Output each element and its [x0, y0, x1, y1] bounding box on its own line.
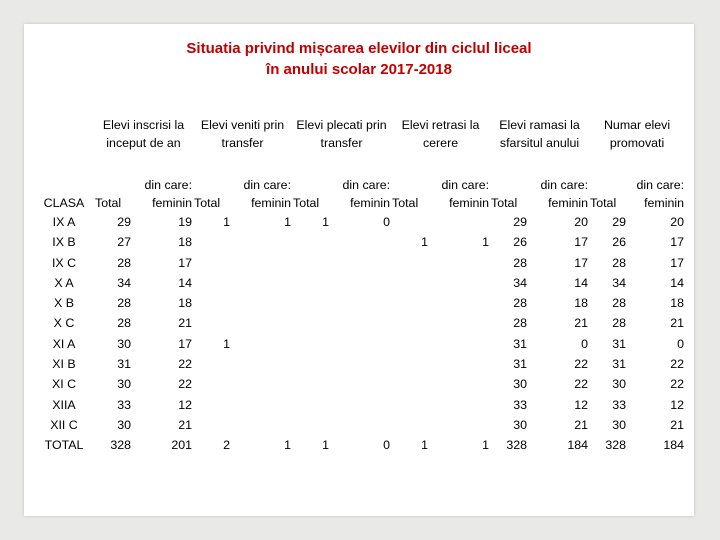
title-line-2: în anului scolar 2017-2018	[266, 61, 452, 78]
value-cell	[330, 415, 391, 435]
corner-cell	[34, 96, 94, 172]
value-cell: 29	[612, 215, 627, 229]
value-cell: 14	[574, 275, 589, 290]
value-cell	[193, 232, 231, 252]
value-cell	[429, 293, 490, 313]
table-body	[34, 96, 685, 456]
value-cell: 1	[421, 235, 429, 250]
value-cell: 0	[383, 438, 391, 453]
value-cell: 0	[383, 215, 391, 229]
value-cell: 31	[612, 336, 627, 351]
value-cell	[330, 354, 391, 374]
value-cell: 12	[178, 397, 193, 412]
value-cell	[391, 415, 429, 435]
value-cell: 17	[178, 255, 193, 270]
value-cell: 0	[581, 336, 589, 351]
value-cell: 30	[117, 417, 131, 432]
value-cell: 28	[513, 316, 528, 331]
group-header-enrolled: Elevi inscrisi la inceput de an	[102, 118, 185, 150]
value-cell	[391, 354, 429, 374]
value-cell: 30	[117, 377, 131, 392]
student-movement-table	[34, 96, 685, 456]
value-cell	[429, 395, 490, 415]
class-cell: IX C	[51, 255, 77, 270]
value-cell	[193, 395, 231, 415]
value-cell: 33	[612, 397, 627, 412]
value-cell: 28	[117, 255, 131, 270]
value-cell: 1	[421, 438, 429, 453]
value-cell: 12	[670, 397, 685, 412]
value-cell	[429, 354, 490, 374]
table-row	[34, 435, 685, 455]
value-cell: 28	[513, 255, 528, 270]
group-header-withdrawn: Elevi retrasi la cerere	[401, 118, 480, 150]
group-header-row	[34, 96, 685, 172]
table-row	[34, 354, 685, 374]
value-cell: 12	[574, 397, 589, 412]
value-cell: 22	[670, 357, 685, 372]
value-cell: 33	[117, 397, 131, 412]
value-cell	[231, 415, 292, 435]
value-cell: 21	[574, 417, 589, 432]
slide	[24, 24, 694, 516]
class-cell: IX A	[52, 215, 76, 229]
value-cell: 17	[670, 235, 685, 250]
value-cell: 14	[178, 275, 193, 290]
value-cell: 28	[612, 296, 627, 311]
value-cell: 34	[612, 275, 627, 290]
value-cell	[330, 253, 391, 273]
class-cell: X A	[54, 275, 74, 290]
value-cell: 29	[513, 215, 528, 229]
value-cell: 1	[284, 438, 292, 453]
value-cell	[193, 293, 231, 313]
total-header: Total	[392, 196, 419, 210]
value-cell: 18	[574, 296, 589, 311]
value-cell	[391, 313, 429, 333]
value-cell: 22	[670, 377, 685, 392]
value-cell	[231, 334, 292, 354]
value-cell: 28	[117, 296, 131, 311]
class-cell: X B	[54, 296, 74, 311]
value-cell: 328	[110, 438, 131, 453]
group-header-transfer-out: Elevi plecati prin transfer	[296, 118, 387, 150]
value-cell	[292, 293, 330, 313]
value-cell: 27	[117, 235, 131, 250]
value-cell	[292, 415, 330, 435]
value-cell	[292, 253, 330, 273]
value-cell	[231, 395, 292, 415]
value-cell	[391, 212, 429, 232]
total-header: Total	[491, 196, 518, 210]
group-header-remaining: Elevi ramasi la sfarsitul anului	[499, 118, 580, 150]
value-cell	[292, 374, 330, 394]
value-cell	[330, 334, 391, 354]
title-line-1: Situatia privind mișcarea elevilor din ciclul liceal	[186, 40, 532, 57]
value-cell	[391, 293, 429, 313]
total-header: Total	[590, 196, 617, 210]
table-row	[34, 253, 685, 273]
value-cell	[292, 232, 330, 252]
group-header-promoted: Numar elevi promovati	[603, 118, 671, 150]
value-cell: 17	[574, 235, 589, 250]
value-cell	[231, 313, 292, 333]
value-cell	[292, 313, 330, 333]
value-cell: 30	[513, 417, 528, 432]
page-title	[24, 38, 694, 80]
value-cell	[193, 374, 231, 394]
value-cell: 19	[178, 215, 193, 229]
value-cell	[231, 374, 292, 394]
group-header-transfer-in: Elevi veniti prin transfer	[200, 118, 285, 150]
value-cell: 184	[567, 438, 589, 453]
value-cell	[292, 273, 330, 293]
value-cell: 17	[178, 336, 193, 351]
table-row	[34, 313, 685, 333]
class-cell: XI A	[52, 336, 76, 351]
value-cell: 26	[612, 235, 627, 250]
value-cell	[391, 273, 429, 293]
sub-header-row	[34, 172, 685, 212]
value-cell	[429, 374, 490, 394]
class-cell: XIIA	[52, 397, 76, 412]
value-cell: 17	[670, 255, 685, 270]
value-cell: 1	[482, 438, 490, 453]
table-row	[34, 293, 685, 313]
value-cell	[429, 212, 490, 232]
value-cell: 1	[284, 215, 292, 229]
value-cell: 33	[513, 397, 528, 412]
value-cell: 31	[513, 336, 528, 351]
value-cell	[231, 293, 292, 313]
value-cell	[193, 313, 231, 333]
value-cell	[193, 273, 231, 293]
table-row	[34, 232, 685, 252]
value-cell: 1	[482, 235, 490, 250]
value-cell: 30	[612, 417, 627, 432]
value-cell: 26	[513, 235, 528, 250]
value-cell: 14	[670, 275, 685, 290]
table-row	[34, 415, 685, 435]
value-cell: 31	[612, 357, 627, 372]
value-cell: 21	[670, 417, 685, 432]
value-cell: 18	[178, 235, 193, 250]
value-cell: 201	[171, 438, 193, 453]
value-cell: 30	[612, 377, 627, 392]
value-cell	[429, 334, 490, 354]
value-cell	[391, 253, 429, 273]
total-header: Total	[194, 196, 221, 210]
value-cell: 29	[117, 215, 131, 229]
value-cell	[429, 253, 490, 273]
table-row	[34, 212, 685, 232]
class-header: CLASA	[43, 196, 85, 210]
value-cell: 21	[670, 316, 685, 331]
value-cell: 1	[223, 215, 231, 229]
value-cell: 28	[612, 255, 627, 270]
value-cell: 30	[513, 377, 528, 392]
class-cell: XI B	[52, 357, 76, 372]
value-cell	[193, 415, 231, 435]
female-header: din care: feminin	[243, 178, 292, 210]
value-cell: 21	[178, 316, 193, 331]
value-cell: 22	[178, 377, 193, 392]
class-cell: XII C	[50, 417, 78, 432]
value-cell: 21	[574, 316, 589, 331]
value-cell: 28	[117, 316, 131, 331]
value-cell: 17	[574, 255, 589, 270]
value-cell: 28	[513, 296, 528, 311]
value-cell	[391, 374, 429, 394]
value-cell: 22	[574, 377, 589, 392]
female-header: din care: feminin	[342, 178, 391, 210]
value-cell	[429, 415, 490, 435]
value-cell: 30	[117, 336, 131, 351]
value-cell: 328	[506, 438, 528, 453]
value-cell	[330, 273, 391, 293]
value-cell: 31	[513, 357, 528, 372]
value-cell: 22	[574, 357, 589, 372]
value-cell	[391, 334, 429, 354]
female-header: din care: feminin	[441, 178, 490, 210]
table-row	[34, 273, 685, 293]
value-cell: 1	[223, 336, 231, 351]
value-cell: 184	[663, 438, 685, 453]
value-cell: 328	[605, 438, 627, 453]
table-row	[34, 395, 685, 415]
total-header: Total	[293, 196, 320, 210]
value-cell: 0	[677, 336, 685, 351]
value-cell	[292, 354, 330, 374]
class-cell: X C	[53, 316, 75, 331]
value-cell	[429, 273, 490, 293]
value-cell	[231, 253, 292, 273]
value-cell	[330, 293, 391, 313]
value-cell: 18	[178, 296, 193, 311]
value-cell: 2	[223, 438, 231, 453]
value-cell: 21	[178, 417, 193, 432]
value-cell: 20	[574, 215, 589, 229]
value-cell: 34	[513, 275, 528, 290]
value-cell: 34	[117, 275, 131, 290]
value-cell	[193, 354, 231, 374]
value-cell	[330, 395, 391, 415]
female-header: din care: feminin	[144, 178, 193, 210]
value-cell	[292, 395, 330, 415]
value-cell	[429, 313, 490, 333]
value-cell	[292, 334, 330, 354]
value-cell	[231, 273, 292, 293]
table-row	[34, 334, 685, 354]
value-cell	[193, 253, 231, 273]
value-cell: 20	[670, 215, 685, 229]
class-cell: XI C	[51, 377, 77, 392]
value-cell: 1	[322, 215, 330, 229]
table-row	[34, 374, 685, 394]
value-cell: 18	[670, 296, 685, 311]
female-header: din care: feminin	[540, 178, 589, 210]
value-cell: 1	[322, 438, 330, 453]
value-cell	[330, 374, 391, 394]
value-cell: 28	[612, 316, 627, 331]
class-cell: TOTAL	[44, 438, 84, 453]
value-cell	[330, 313, 391, 333]
class-cell: IX B	[52, 235, 76, 250]
value-cell	[231, 354, 292, 374]
female-header: din care: feminin	[636, 178, 685, 210]
value-cell	[391, 395, 429, 415]
value-cell	[231, 232, 292, 252]
value-cell	[330, 232, 391, 252]
total-header: Total	[95, 196, 122, 210]
value-cell: 31	[117, 357, 131, 372]
value-cell: 22	[178, 357, 193, 372]
